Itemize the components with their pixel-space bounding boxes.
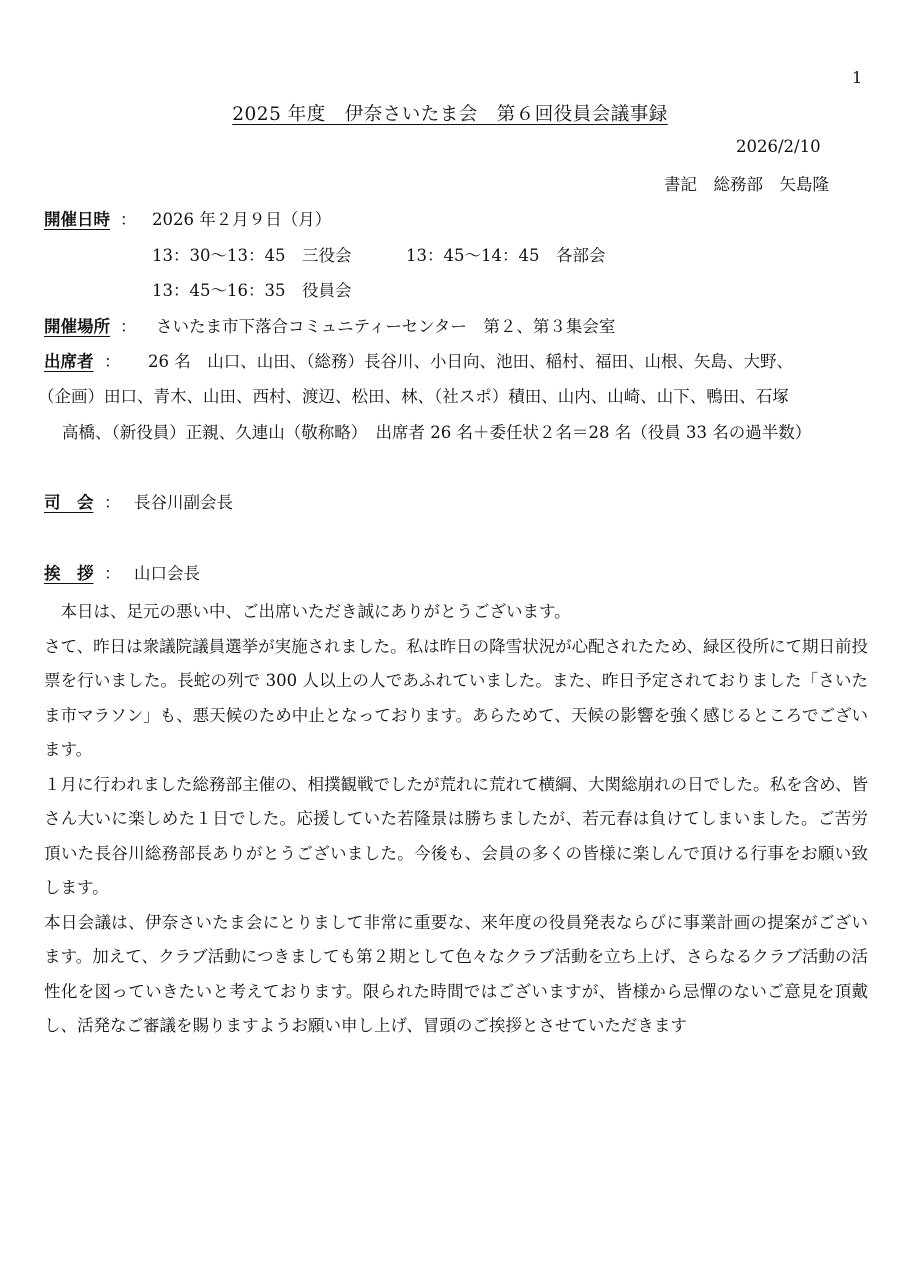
attendees-line-1: 26 名 山口、山田、（総務）長谷川、小日向、池田、稲村、福田、山根、矢島、大野、 [148,352,793,371]
document-date: 2026/2/10 [736,137,821,156]
schedule-sanyakukai: 13：30～13：45 三役会 [152,246,352,265]
greeting-paragraph-4: 本日会議は、伊奈さいたま会にとりまして非常に重要な、来年度の役員発表ならびに事業計画の提案がございます。加えて、クラブ活動につきましても第２期として色々なクラブ活動を立ち上げ、さらなるクラブ活動の活性化を図っていきたいと考えております。限られた時間ではございますが、皆様から忌憚のないご意見を頂戴し、活発なご審議を賜りますようお願い申し上げ、冒頭のご挨拶とさせていただきます [44,912,868,1035]
chair-label: 司 会 [44,493,94,512]
attendees-label: 出席者 [44,352,94,371]
venue-colon: ： [120,317,137,336]
greeting-speaker: 山口会長 [134,564,200,583]
attendees-line-3: 高橋、（新役員）正親、久連山（敬称略） 出席者 26 名＋委任状２名＝28 名（役員 33 名の過半数） [62,423,812,442]
venue-label: 開催場所 [44,317,110,336]
schedule-yakuinkai: 13：45～16：35 役員会 [152,281,352,300]
meeting-time-label: 開催日時 [44,210,110,229]
greeting-colon: ： [104,564,121,583]
greeting-paragraph-1: 本日は、足元の悪い中、ご出席いただき誠にありがとうございます。 [60,602,571,621]
page-number: 1 [852,68,863,87]
greeting-label: 挨 拶 [44,564,94,583]
attendees-colon: ： [104,352,121,371]
greeting-paragraph-3: １月に行われました総務部主催の、相撲観戦でしたが荒れに荒れて横綱、大関総崩れの日でした。私を含め、皆さん大いに楽しめた１日でした。応援していた若隆景は勝ちましたが、若元春は負けてしまいました。ご苦労頂いた長谷川総務部長ありがとうございました。今後も、会員の多くの皆様に楽しんで頂ける行事をお願い致します。 [44,774,868,897]
greeting-body [44,595,868,1044]
venue-value: さいたま市下落合コミュニティーセンター 第２、第３集会室 [156,317,616,336]
chair-colon: ： [104,493,121,512]
document-author: 書記 総務部 矢島隆 [664,175,829,194]
meeting-time-colon: ： [120,210,137,229]
meeting-date: 2026 年２月９日（月） [152,210,332,229]
greeting-paragraph-2: さて、昨日は衆議院議員選挙が実施されました。私は昨日の降雪状況が心配されたため、緑区役所にて期日前投票を行いました。長蛇の列で 300 人以上の人であふれていました。また、昨日予定されておりました「さいたま市マラソン」も、悪天候のため中止となっております。あらためて、天候の影響を強く感じるところでございます。 [44,636,869,759]
chair-value: 長谷川副会長 [134,493,233,512]
schedule-kakubukai: 13：45～14：45 各部会 [406,246,606,265]
attendees-line-2: （企画）田口、青木、山田、西村、渡辺、松田、林、（社スポ）積田、山内、山崎、山下、鴨田、石塚 [38,387,789,406]
document-title: 2025 年度 伊奈さいたま会 第６回役員会議事録 [232,104,668,125]
